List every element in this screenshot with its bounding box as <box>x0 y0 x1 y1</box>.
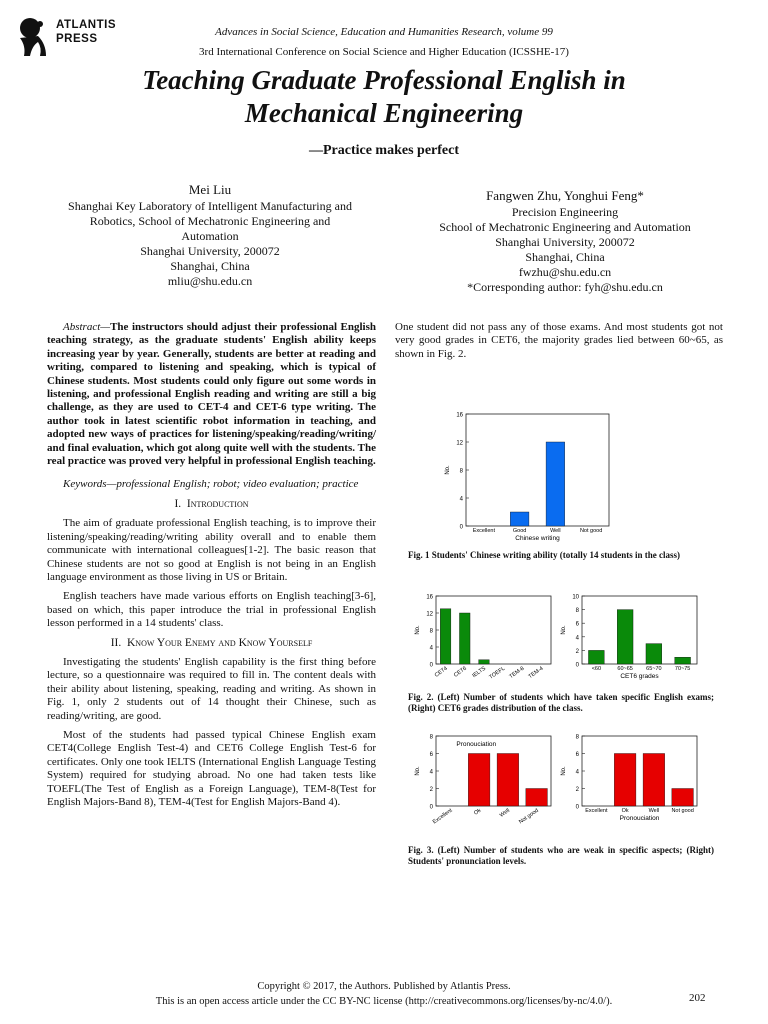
x-tick-label: Not good <box>579 528 603 534</box>
fig3a-svg <box>410 730 555 830</box>
title-line-1: Teaching Graduate Professional English in <box>142 65 626 95</box>
publisher-name-line2: PRESS <box>56 33 98 45</box>
y-tick-label: 0 <box>429 804 433 811</box>
left-column <box>47 321 376 815</box>
x-tick-label: Not good <box>671 808 694 814</box>
x-axis-label: Chinese writing <box>515 535 560 542</box>
author-block-left <box>40 181 380 289</box>
x-tick-label: Excellent <box>472 528 496 534</box>
y-tick-label: 0 <box>575 662 579 669</box>
data-bar <box>672 789 694 807</box>
x-tick-label: 60~65 <box>617 666 633 672</box>
section-heading-know-your-enemy: II. Know Your Enemy and Know Yourself <box>110 636 313 649</box>
title-line-2: Mechanical Engineering <box>244 98 524 128</box>
y-tick-label: 2 <box>575 787 579 793</box>
author-email: fwzhu@shu.edu.cn <box>518 265 612 279</box>
affiliation-line: Shanghai, China <box>170 259 250 273</box>
paragraph: Most of the students had passed typical Chinese English exam CET4(College English Test-4) and CET6 College English Test-6 for certificates. Only one took IELTS (International English Language Testing System) required for studying abroad. No one had taken tests like TOEFL(The Test of English as a Foreign Language), TEM-8(Test for English Majors-Band 8), TEM-4(Test for English Majors-Band 4). <box>47 728 376 808</box>
abstract-text: The instructors should adjust their professional English teaching strategy, as the graduate students' English ability keeps increasing year by year. Generally, students are better at reading and writing, compared to listening and speaking, which is typical of Chinese students. Most students could only figure out some words in listening, and professional English reading and writing are still a big challenge, as they are used to CET-4 and CET-6 type writing. The author took in latest scientific robot information in teaching, and adopted new ways of practices for listening/speaking/reading/writing/ and final evaluation, which got along quite well with the students. The real practice was proved very helpful in professional English teaching. <box>47 321 376 468</box>
affiliation-line: Precision Engineering <box>511 205 619 219</box>
y-tick-label: 12 <box>456 440 463 447</box>
plot-frame <box>466 414 609 526</box>
x-axis-label: Pronouciation <box>619 815 660 822</box>
figure-2-right-chart <box>556 590 701 682</box>
x-tick-label: CET6 <box>452 665 468 679</box>
y-tick-label: 6 <box>575 752 579 758</box>
figure-3-left-chart <box>410 730 555 830</box>
y-tick-label: 8 <box>429 628 433 635</box>
figure-1-chart <box>440 406 615 546</box>
figure-2-left-chart <box>410 590 555 682</box>
affiliation-line: School of Mechatronic Engineering and Automation <box>439 220 691 234</box>
paper-title <box>0 64 768 130</box>
paragraph: English teachers have made various efforts on English teaching[3-6], based on which, this paper introduce the trial in professional English lesson performed in a 14 students' class. <box>47 590 376 630</box>
paragraph: Investigating the students' English capability is the first thing before lecture, so a questionnaire was required to fill in. The content deals with their ability about listening, speaking, reading and writing. As shown in Fig. 1, only 2 students out of 14 thought their Chinese, such as reading/writing, are good. <box>47 655 376 722</box>
paper-subtitle: —Practice makes perfect <box>308 143 460 158</box>
y-tick-label: 8 <box>575 608 579 615</box>
data-bar <box>468 754 490 807</box>
publisher-name-line1: ATLANTIS <box>56 19 117 31</box>
x-tick-label: Ok <box>473 807 483 817</box>
author-name: Fangwen Zhu, Yonghui Feng* <box>486 188 644 203</box>
x-tick-label: TEM-4 <box>527 665 545 681</box>
y-tick-label: 4 <box>429 769 433 776</box>
figure-1-caption: Fig. 1 Students' Chinese writing ability (totally 14 students in the class) <box>408 550 681 560</box>
author-name: Mei Liu <box>188 182 232 197</box>
data-bar <box>526 789 548 807</box>
copyright-notice: Copyright © 2017, the Authors. Published by Atlantis Press. <box>257 981 511 992</box>
x-tick-label: Excellent <box>431 807 454 826</box>
x-tick-label: Excellent <box>585 808 608 814</box>
data-bar <box>675 657 691 664</box>
data-bar <box>614 754 636 807</box>
x-tick-label: TEM-8 <box>508 665 526 681</box>
x-tick-label: Well <box>498 807 512 819</box>
figure-3-caption: Fig. 3. (Left) Number of students who are weak in specific aspects; (Right) Students' pronunciation levels. <box>408 845 714 866</box>
author-block-right <box>400 187 730 295</box>
y-tick-label: 2 <box>575 648 579 655</box>
affiliation-line: Shanghai Key Laboratory of Intelligent Manufacturing and <box>68 199 352 213</box>
fig3b-svg <box>556 730 701 830</box>
y-axis-label: No. <box>445 465 451 475</box>
x-tick-label: 70~75 <box>674 666 691 672</box>
data-bar <box>479 660 490 664</box>
paragraph: One student did not pass any of those exams. And most students got not very good grades in CET6, the majority grades lied between 60~65, as shown in Fig. 2. <box>395 321 723 360</box>
data-bar <box>510 512 529 526</box>
y-tick-label: 8 <box>575 734 579 741</box>
page-number: 202 <box>689 992 706 1004</box>
paragraph: The aim of graduate professional English teaching, is to improve their listening/speaking/reading/writing ability overall and to enable them communicate with international colleagues[1-2]. The basic reason that Chinese students are not so good at English is not being in an English language environment as those living in US or Britain. <box>47 517 376 583</box>
x-tick-label: CET4 <box>433 665 449 679</box>
data-bar <box>646 644 662 664</box>
y-tick-label: 2 <box>429 787 433 793</box>
right-column-text <box>395 321 723 367</box>
affiliation-line: Robotics, School of Mechatronic Engineering and <box>89 214 331 228</box>
data-bar <box>459 613 470 664</box>
affiliation-line: Shanghai University, 200072 <box>140 244 280 258</box>
y-tick-label: 6 <box>575 621 579 628</box>
figure-3-right-chart <box>556 730 701 830</box>
y-tick-label: 0 <box>459 524 463 531</box>
y-tick-label: 16 <box>456 412 463 419</box>
x-tick-label: 65~70 <box>646 666 662 672</box>
affiliation-line: Shanghai University, 200072 <box>495 235 635 249</box>
y-axis-label: No. <box>415 625 421 635</box>
y-tick-label: 6 <box>429 752 433 758</box>
fig2a-svg <box>410 590 555 682</box>
x-tick-label: Not good <box>518 807 540 826</box>
corresponding-author: *Corresponding author: fyh@shu.edu.cn <box>467 280 663 294</box>
y-axis-label: No. <box>415 766 421 776</box>
fig1-svg <box>440 406 615 546</box>
y-tick-label: 0 <box>429 662 433 669</box>
x-tick-label: IELTS <box>471 665 488 680</box>
x-tick-label: Well <box>648 808 660 814</box>
y-axis-label: No. <box>561 766 567 776</box>
fig2b-svg <box>556 590 701 682</box>
data-bar <box>643 754 665 807</box>
conference-header: 3rd International Conference on Social Science and Higher Education (ICSSHE-17) <box>199 46 569 58</box>
y-tick-label: 10 <box>572 594 579 601</box>
x-tick-label: TOEFL <box>488 665 507 681</box>
data-bar <box>617 610 633 664</box>
abstract <box>47 321 376 468</box>
figure-2-caption: Fig. 2. (Left) Number of students which have taken specific English exams; (Right) CET6 grades distribution of the class. <box>408 692 714 713</box>
y-tick-label: 4 <box>575 635 579 642</box>
y-tick-label: 0 <box>575 804 579 811</box>
x-tick-label: Ok <box>621 808 629 814</box>
affiliation-line: Automation <box>181 229 239 243</box>
chart-title: Pronouciation <box>456 741 497 748</box>
data-bar <box>546 442 565 526</box>
x-tick-label: Good <box>512 528 527 534</box>
license-notice: This is an open access article under the CC BY-NC license (http://creativecommons.org/licenses/by-nc/4.0/). <box>155 996 613 1007</box>
y-tick-label: 4 <box>429 645 433 652</box>
data-bar <box>588 650 604 664</box>
y-tick-label: 8 <box>429 734 433 741</box>
section-heading-introduction: I. Introduction <box>174 497 249 510</box>
affiliation-line: Shanghai, China <box>525 250 605 264</box>
keywords: Keywords—professional English; robot; video evaluation; practice <box>63 478 359 491</box>
y-tick-label: 12 <box>426 611 433 618</box>
abstract-label: Abstract— <box>63 321 111 333</box>
x-axis-label: CET6 grades <box>620 673 659 680</box>
data-bar <box>440 609 451 664</box>
x-tick-label: <60 <box>591 666 602 672</box>
plot-frame <box>436 596 551 664</box>
y-tick-label: 16 <box>426 594 433 601</box>
y-axis-label: No. <box>561 625 567 635</box>
author-email: mliu@shu.edu.cn <box>167 274 253 288</box>
x-tick-label: Well <box>550 528 561 534</box>
y-tick-label: 8 <box>459 468 463 475</box>
y-tick-label: 4 <box>575 769 579 776</box>
data-bar <box>497 754 519 807</box>
y-tick-label: 4 <box>459 496 463 503</box>
series-header: Advances in Social Science, Education and Humanities Research, volume 99 <box>215 26 553 38</box>
